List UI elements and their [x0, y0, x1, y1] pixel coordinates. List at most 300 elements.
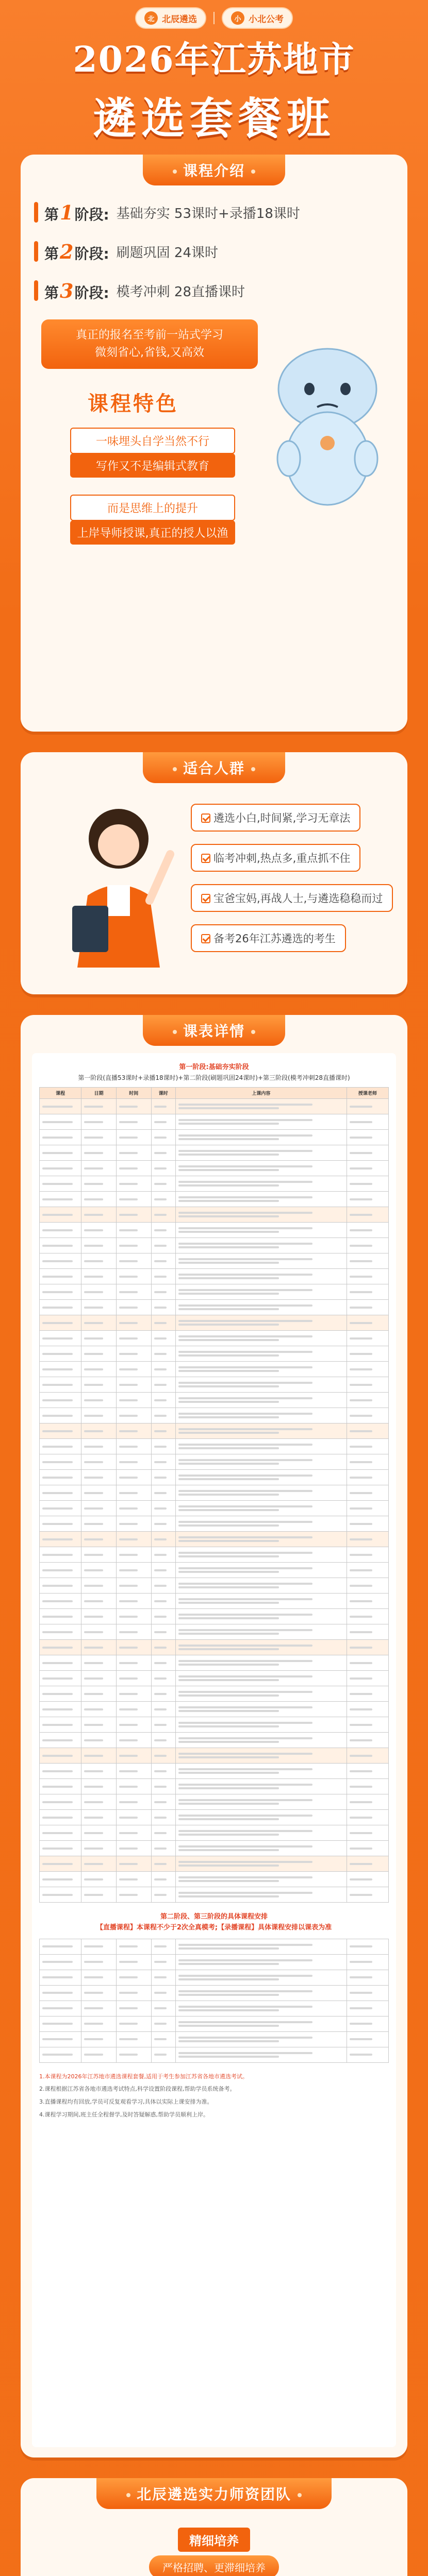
table-cell [151, 2016, 175, 2031]
table-cell [40, 1485, 81, 1501]
table-cell [116, 1238, 151, 1253]
table-cell [40, 1423, 81, 1439]
table-cell [81, 1717, 117, 1733]
table-cell [40, 1841, 81, 1856]
table-cell [116, 1207, 151, 1223]
table-cell [81, 1594, 117, 1609]
table-cell [151, 1856, 175, 1872]
table-cell [175, 1423, 347, 1439]
table-cell [81, 1192, 117, 1207]
table-cell [175, 1841, 347, 1856]
table-cell [81, 1408, 117, 1423]
table-cell [81, 1810, 117, 1825]
table-cell [151, 1145, 175, 1161]
table-cell [81, 1686, 117, 1702]
table-cell [175, 1145, 347, 1161]
table-cell [347, 1346, 388, 1362]
table-cell [116, 1939, 151, 1954]
table-cell [81, 1114, 117, 1130]
table-cell [151, 1470, 175, 1485]
table-row [40, 1161, 389, 1176]
table-row [40, 2016, 389, 2031]
feature-title: 课程特色 [88, 392, 178, 416]
course-note: 3.直播课程均有回放,学员可反复观看学习,具体以实际上课安排为准。 [39, 2098, 213, 2105]
col-header: 上课内容 [175, 1088, 347, 1099]
audience-card [21, 752, 407, 994]
table-cell [81, 1470, 117, 1485]
table-cell [347, 1985, 388, 2001]
table-cell [347, 1315, 388, 1331]
table-cell [175, 1300, 347, 1315]
table-cell [81, 2001, 117, 2016]
col-header: 授课老师 [347, 1088, 388, 1099]
table-cell [81, 1532, 117, 1547]
table-row [40, 1362, 389, 1377]
table-cell [116, 1609, 151, 1624]
stage-desc: 模考冲刺 28直播课时 [116, 284, 245, 300]
table-cell [40, 1516, 81, 1532]
table-row [40, 1655, 389, 1671]
table-cell [347, 1640, 388, 1655]
table-cell [116, 1362, 151, 1377]
table-cell [116, 1578, 151, 1594]
table-cell [81, 1702, 117, 1717]
table-cell [81, 1269, 117, 1284]
logo-divider [213, 12, 215, 24]
table-cell [151, 1640, 175, 1655]
table-cell [151, 1872, 175, 1887]
table-cell [151, 1284, 175, 1300]
table-cell [347, 1748, 388, 1764]
table-cell [151, 1717, 175, 1733]
table-row [40, 1393, 389, 1408]
table-cell [151, 1609, 175, 1624]
table-cell [81, 1970, 117, 1985]
table-cell [347, 1192, 388, 1207]
table-cell [81, 1609, 117, 1624]
table-cell [175, 1655, 347, 1671]
col-header: 课程 [40, 1088, 81, 1099]
table-cell [116, 2031, 151, 2047]
table-row [40, 1516, 389, 1532]
table-row [40, 1377, 389, 1393]
table-cell [116, 1300, 151, 1315]
schedule-notice: 第二阶段、第三阶段的具体课程安排 【直播课程】本课程不少于2次全真模考;【录播课程】具体课程安排以课表为准 [96, 1913, 332, 1931]
stage-desc: 基础夯实 53课时+录播18课时 [116, 206, 300, 222]
table-cell [81, 2031, 117, 2047]
feature-item: 写作又不是编辑式教育 [70, 453, 235, 478]
table-cell [40, 1655, 81, 1671]
table-cell [116, 1779, 151, 1794]
table-cell [175, 1393, 347, 1408]
table-cell [151, 1114, 175, 1130]
table-cell [175, 2047, 347, 2062]
intro-slogan: 真正的报名至考前一站式学习 微刻省心,省钱,又高效 [41, 319, 258, 369]
table-cell [151, 2031, 175, 2047]
table-cell [81, 1733, 117, 1748]
table-cell [40, 1825, 81, 1841]
table-cell [116, 1686, 151, 1702]
course-intro-tag: 课程介绍 [143, 155, 285, 185]
table-row [40, 1970, 389, 1985]
feature-item: 一味埋头自学当然不行 [70, 428, 235, 454]
table-cell [347, 1284, 388, 1300]
table-cell [116, 1269, 151, 1284]
table-cell [116, 1099, 151, 1114]
table-row [40, 1470, 389, 1485]
table-cell [40, 1393, 81, 1408]
table-cell [116, 1408, 151, 1423]
table-cell [151, 1377, 175, 1393]
table-cell [151, 1594, 175, 1609]
table-cell [40, 1578, 81, 1594]
table-cell [347, 1794, 388, 1810]
table-cell [347, 2016, 388, 2031]
table-cell [175, 1563, 347, 1578]
table-cell [151, 1161, 175, 1176]
table-cell [175, 1238, 347, 1253]
table-row [40, 1985, 389, 2001]
table-cell [151, 1779, 175, 1794]
table-cell [81, 1393, 117, 1408]
table-cell [347, 1532, 388, 1547]
table-cell [40, 2001, 81, 2016]
table-cell [40, 1238, 81, 1253]
logo-beichen-text: 北辰遴选 [162, 14, 197, 25]
logo-beichen [135, 7, 206, 29]
table-cell [175, 1114, 347, 1130]
table-cell [347, 1377, 388, 1393]
table-cell [81, 1764, 117, 1779]
table-row [40, 1423, 389, 1439]
table-cell [175, 2001, 347, 2016]
table-cell [81, 1362, 117, 1377]
audience-item: 遴选小白,时间紧,学习无章法 [191, 804, 360, 832]
table-cell [347, 1253, 388, 1269]
table-cell [347, 1439, 388, 1454]
table-cell [81, 1454, 117, 1470]
stage-list [34, 196, 394, 313]
table-cell [175, 1532, 347, 1547]
table-cell [151, 1516, 175, 1532]
table-row [40, 1439, 389, 1454]
table-cell [151, 1439, 175, 1454]
table-row [40, 1939, 389, 1954]
table-cell [116, 1985, 151, 2001]
table-cell [81, 1099, 117, 1114]
table-cell [151, 1362, 175, 1377]
table-cell [81, 1315, 117, 1331]
table-cell [81, 1516, 117, 1532]
audience-item: 临考冲刺,热点多,重点抓不住 [191, 844, 360, 872]
table-cell [40, 1764, 81, 1779]
table-cell [175, 1856, 347, 1872]
table-cell [175, 1485, 347, 1501]
table-cell [40, 1269, 81, 1284]
table-row [40, 1238, 389, 1253]
table-cell [175, 1794, 347, 1810]
table-cell [116, 1717, 151, 1733]
table-cell [81, 1954, 117, 1970]
table-row [40, 1686, 389, 1702]
table-cell [347, 1408, 388, 1423]
table-cell [347, 1686, 388, 1702]
table-cell [347, 1764, 388, 1779]
table-cell [116, 1748, 151, 1764]
table-cell [116, 1794, 151, 1810]
table-cell [81, 1346, 117, 1362]
col-header: 时间 [116, 1088, 151, 1099]
table-row [40, 2001, 389, 2016]
table-cell [81, 1825, 117, 1841]
table-row [40, 1176, 389, 1192]
table-cell [347, 1954, 388, 1970]
table-row [40, 1207, 389, 1223]
table-cell [116, 1114, 151, 1130]
table-cell [347, 2047, 388, 2062]
table-cell [116, 1825, 151, 1841]
table-cell [40, 1284, 81, 1300]
table-cell [116, 1130, 151, 1145]
table-cell [347, 1423, 388, 1439]
xiaobei-logo-icon: 小 [231, 11, 244, 25]
table-cell [81, 1578, 117, 1594]
table-cell [175, 1253, 347, 1269]
table-cell [81, 1439, 117, 1454]
table-cell [347, 1207, 388, 1223]
table-cell [175, 1702, 347, 1717]
table-cell [175, 1640, 347, 1655]
table-cell [151, 1563, 175, 1578]
stage-desc: 刷题巩固 24课时 [116, 245, 219, 261]
table-cell [175, 1748, 347, 1764]
table-cell [40, 1810, 81, 1825]
table-cell [347, 1655, 388, 1671]
table-row [40, 1547, 389, 1563]
feature-item: 而是思维上的提升 [70, 495, 235, 521]
table-cell [116, 1176, 151, 1192]
table-row [40, 1954, 389, 1970]
table-cell [81, 2047, 117, 2062]
stage-item: 第3阶段: 模考冲刺 28直播课时 [34, 274, 394, 307]
table-cell [151, 1315, 175, 1331]
table-cell [81, 1223, 117, 1238]
table-row [40, 1501, 389, 1516]
table-row [40, 1253, 389, 1269]
table-row [40, 1717, 389, 1733]
table-cell [347, 1269, 388, 1284]
table-cell [116, 1764, 151, 1779]
table-cell [40, 1161, 81, 1176]
table-cell [347, 1856, 388, 1872]
table-cell [116, 1331, 151, 1346]
table-cell [347, 1331, 388, 1346]
table-cell [347, 1939, 388, 1954]
table-cell [116, 1439, 151, 1454]
table-row [40, 1764, 389, 1779]
table-cell [116, 1470, 151, 1485]
table-cell [40, 1640, 81, 1655]
table-cell [40, 1733, 81, 1748]
table-cell [175, 1439, 347, 1454]
table-cell [175, 1825, 347, 1841]
table-cell [151, 1269, 175, 1284]
table-cell [151, 1238, 175, 1253]
table-cell [175, 1764, 347, 1779]
stage-item: 第1阶段: 基础夯实 53课时+录播18课时 [34, 196, 394, 229]
table-cell [347, 1609, 388, 1624]
table-cell [347, 1130, 388, 1145]
table-cell [347, 1300, 388, 1315]
course-note: 1.本课程为2026年江苏地市遴选课程套餐,适用于考生参加江苏省各地市遴选考试。 [39, 2073, 248, 2080]
table-cell [151, 1408, 175, 1423]
table-cell [116, 1145, 151, 1161]
table-cell [151, 1748, 175, 1764]
table-cell [347, 1393, 388, 1408]
table-cell [116, 1671, 151, 1686]
table-cell [151, 1985, 175, 2001]
course-notes [39, 2072, 389, 2120]
table-cell [151, 1423, 175, 1439]
table-cell [347, 1223, 388, 1238]
table-cell [116, 1223, 151, 1238]
table-cell [40, 1099, 81, 1114]
table-cell [116, 1253, 151, 1269]
schedule-head: 第一阶段:基础夯实阶段 [179, 1063, 249, 1071]
table-cell [116, 1887, 151, 1903]
table-row [40, 1192, 389, 1207]
table-cell [116, 1702, 151, 1717]
table-cell [347, 1238, 388, 1253]
table-cell [81, 1238, 117, 1253]
table-cell [175, 1547, 347, 1563]
table-cell [81, 1939, 117, 1954]
table-cell [175, 1594, 347, 1609]
table-cell [40, 1454, 81, 1470]
table-row [40, 1532, 389, 1547]
table-cell [40, 1702, 81, 1717]
teacher-illustration [52, 798, 180, 983]
table-cell [151, 1954, 175, 1970]
table-row [40, 1594, 389, 1609]
table-cell [40, 1624, 81, 1640]
table-cell [40, 1887, 81, 1903]
brand-logos [0, 7, 428, 29]
table-cell [40, 1717, 81, 1733]
table-cell [175, 1985, 347, 2001]
table-row [40, 1145, 389, 1161]
table-cell [175, 1223, 347, 1238]
table-cell [175, 1671, 347, 1686]
table-cell [347, 1733, 388, 1748]
schedule-sub: 第一阶段(直播53课时+录播18课时)+第二阶段(刷题巩固24课时)+第三阶段(模考冲刺28直播课时) [78, 1074, 350, 1081]
table-cell [175, 1954, 347, 1970]
table-cell [151, 1223, 175, 1238]
table-cell [40, 1872, 81, 1887]
schedule-panel [32, 1053, 396, 2447]
table-cell [81, 1176, 117, 1192]
table-row [40, 1563, 389, 1578]
schedule-table-secondary [39, 1939, 389, 2063]
schedule-table [39, 1087, 389, 1903]
table-row [40, 1733, 389, 1748]
table-cell [347, 1970, 388, 1985]
table-cell [40, 2047, 81, 2062]
table-cell [116, 1872, 151, 1887]
table-cell [347, 2001, 388, 2016]
table-row [40, 1779, 389, 1794]
table-row [40, 1346, 389, 1362]
table-cell [40, 1563, 81, 1578]
table-cell [347, 1470, 388, 1485]
table-cell [347, 1547, 388, 1563]
check-icon [201, 814, 210, 823]
table-cell [175, 1939, 347, 1954]
table-cell [81, 1501, 117, 1516]
check-icon [201, 894, 210, 903]
table-cell [81, 1671, 117, 1686]
table-cell [151, 1794, 175, 1810]
stage-marker [34, 241, 38, 262]
table-cell [347, 1702, 388, 1717]
hero-title [0, 32, 428, 146]
table-row [40, 2047, 389, 2062]
table-cell [175, 1315, 347, 1331]
table-cell [151, 1099, 175, 1114]
table-cell [175, 1130, 347, 1145]
table-cell [151, 1810, 175, 1825]
table-cell [175, 1733, 347, 1748]
table-cell [81, 1779, 117, 1794]
table-cell [40, 1609, 81, 1624]
table-cell [116, 1841, 151, 1856]
table-cell [81, 1841, 117, 1856]
table-cell [347, 1624, 388, 1640]
table-cell [40, 2031, 81, 2047]
table-cell [151, 1841, 175, 1856]
table-cell [81, 1145, 117, 1161]
table-row [40, 1640, 389, 1655]
table-cell [347, 1362, 388, 1377]
table-cell [40, 1207, 81, 1223]
table-cell [40, 1253, 81, 1269]
check-icon [201, 854, 210, 863]
table-cell [175, 1207, 347, 1223]
course-details-card [21, 1015, 407, 2458]
table-cell [175, 1269, 347, 1284]
table-cell [116, 1346, 151, 1362]
table-cell [81, 2016, 117, 2031]
table-cell [175, 1970, 347, 1985]
table-cell [347, 1887, 388, 1903]
table-cell [40, 1748, 81, 1764]
table-cell [151, 1176, 175, 1192]
table-row [40, 1887, 389, 1903]
table-cell [175, 2031, 347, 2047]
table-cell [347, 1841, 388, 1856]
course-note: 4.课程学习期间,班主任全程督学,及时答疑解惑,帮助学员顺利上岸。 [39, 2111, 209, 2118]
table-cell [151, 1346, 175, 1362]
table-cell [116, 1501, 151, 1516]
table-cell [116, 1192, 151, 1207]
table-cell [175, 1717, 347, 1733]
table-cell [81, 1655, 117, 1671]
table-cell [151, 1970, 175, 1985]
table-cell [347, 1563, 388, 1578]
table-cell [81, 1130, 117, 1145]
table-row [40, 1454, 389, 1470]
table-cell [175, 1176, 347, 1192]
